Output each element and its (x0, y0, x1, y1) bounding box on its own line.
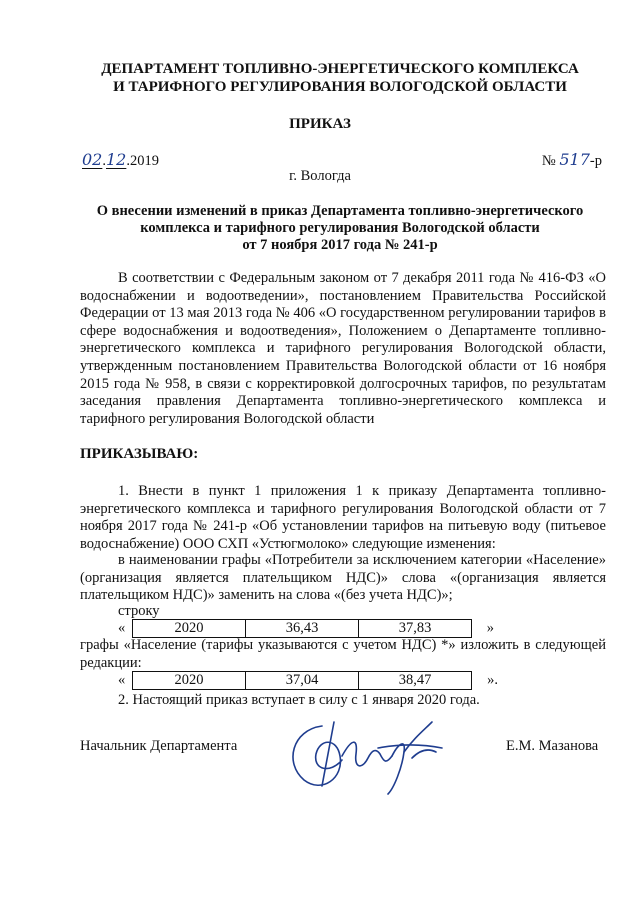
quote-open: « (118, 671, 126, 688)
date-year: .2019 (126, 153, 159, 169)
city: г. Вологда (289, 168, 351, 184)
department-name-line2: И ТАРИФНОГО РЕГУЛИРОВАНИЯ ВОЛОГОДСКОЙ ОБЛАСТИ (113, 79, 567, 95)
quote-open: « (118, 619, 126, 636)
table-cell: 38,47 (359, 672, 472, 690)
document-date (82, 150, 159, 170)
handwritten-signature (282, 708, 452, 798)
document-number (542, 150, 602, 170)
item1-subparagraph: в наименовании графы «Потребители за исключением категории «Население» (организация является плательщиком НДС)» слова «(организация является плательщиком НДС)» заменить на слова «(без учета НДС)»; (80, 552, 606, 604)
table-cell: 36,43 (246, 620, 359, 638)
item1-paragraph: 1. Внести в пункт 1 приложения 1 к приказу Департамента топливно-энергетического комплекса и тарифного регулирования Вологодской области от 7 ноября 2017 года № 241-р «Об установлении тарифов на питьевую воду (питьевое водоснабжение) ООО СХП «Устюгмолоко» следующие изменения: (80, 483, 606, 552)
old-tariff-table (132, 619, 472, 638)
table-cell: 2020 (133, 672, 246, 690)
quote-close-end: ». (487, 671, 498, 688)
subject-line3: от 7 ноября 2017 года № 241-р (242, 237, 438, 253)
new-tariff-table (132, 671, 472, 690)
preamble-paragraph: В соответствии с Федеральным законом от 7 декабря 2011 года № 416-ФЗ «О водоснабжении и водоотведении», постановлением Правительства Российской Федерации от 13 мая 2013 года № 406 «О государственном регулировании тарифов в сфере водоснабжения и водоотведения», Положением о Департаменте топливно-энергетического комплекса и тарифного регулирования Вологодской области, утвержденным постановлением Правительства Вологодской области от 16 ноября 2015 года № 958, в связи с корректировкой долгосрочных тарифов, по результатам заседания правления Департамента топливно-энергетического комплекса и тарифного регулирования Вологодской области (80, 270, 606, 427)
orders-heading: ПРИКАЗЫВАЮ: (80, 446, 199, 462)
table-row (133, 672, 472, 690)
table-cell: 37,04 (246, 672, 359, 690)
department-name-line1: ДЕПАРТАМЕНТ ТОПЛИВНО-ЭНЕРГЕТИЧЕСКОГО КОМПЛЕКСА (101, 61, 579, 77)
date-day: 02 (82, 150, 103, 169)
date-separator: . (102, 153, 106, 169)
new-tariff-row (118, 671, 498, 690)
number-prefix: № (541, 153, 556, 169)
quote-close: » (486, 619, 494, 636)
document-type: ПРИКАЗ (289, 116, 351, 132)
table-row (133, 620, 472, 638)
document-subject (60, 203, 620, 254)
number-value: 517 (559, 150, 590, 169)
table-cell: 37,83 (359, 620, 472, 638)
subject-line2: комплекса и тарифного регулирования Вологодской области (140, 220, 540, 236)
date-month: 12 (105, 150, 127, 169)
signatory-name: Е.М. Мазанова (506, 738, 599, 754)
department-header (60, 60, 620, 96)
table-cell: 2020 (133, 620, 246, 638)
subject-line1: О внесении изменений в приказ Департамента топливно-энергетического (96, 203, 584, 219)
number-suffix: -р (589, 153, 602, 169)
replacement-paragraph: графы «Население (тарифы указываются с учетом НДС) *» изложить в следующей редакции: (80, 637, 606, 671)
item2-paragraph: 2. Настоящий приказ вступает в силу с 1 января 2020 года. (118, 692, 480, 708)
signatory-title: Начальник Департамента (80, 738, 238, 754)
row-word: строку (118, 603, 160, 619)
old-tariff-row (118, 619, 494, 638)
